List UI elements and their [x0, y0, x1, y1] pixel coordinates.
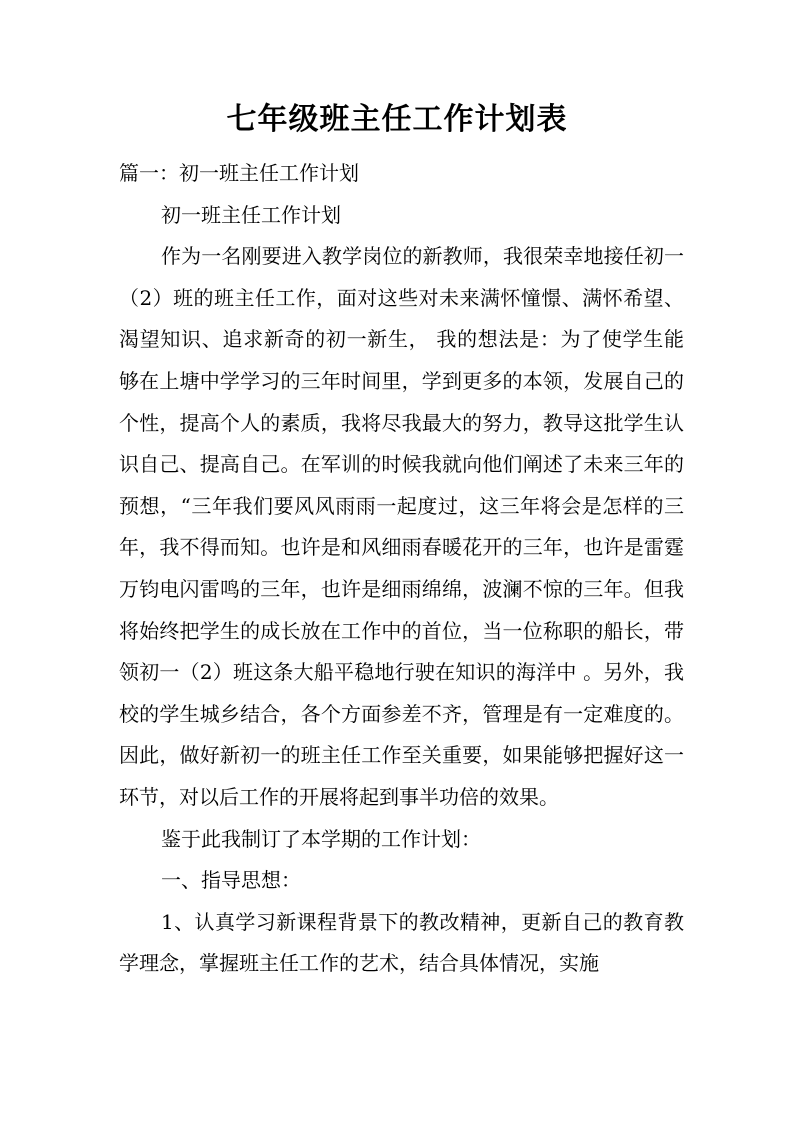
document-title: 七年级班主任工作计划表 — [226, 102, 568, 137]
numbered-heading: 一、指导思想： — [161, 868, 301, 893]
section-heading: 篇一：初一班主任工作计划 — [119, 161, 359, 185]
document-body — [119, 153, 684, 985]
body-paragraph: 鉴于此我制订了本学期的工作计划： — [161, 826, 481, 851]
section-subtitle: 初一班主任工作计划 — [161, 202, 341, 227]
body-paragraph: 作为一名刚要进入教学岗位的新教师，我很荣幸地接任初一（2）班的班主任工作，面对这些对未来满怀憧憬、满怀希望、渴望知识、追求新奇的初一新生， 我的想法是：为了使学生能够在上塘中学学习的三年时间里，学到更多的本领，发展自己的个性，提高个人的素质，我将尽我最大的努力，教导这批学生认识自己、提高自己。在军训的时候我就向他们阐述了未来三年的预想，“三年我们要风风雨雨一起度过，这三年将会是怎样的三年，我不得而知。也许是和风细雨春暖花开的三年，也许是雷霆万钧电闪雷鸣的三年，也许是细雨绵绵，波澜不惊的三年。但我将始终把学生的成长放在工作中的首位，当一位称职的船长，带领初一（2）班这条大船平稳地行驶在知识的海洋中 。另外，我校的学生城乡结合，各个方面参差不齐，管理是有一定难度的。因此，做好新初一的班主任工作至关重要，如果能够把握好这一环节，对以后工作的开展将起到事半功倍的效果。 — [119, 244, 684, 809]
body-paragraph: 1、认真学习新课程背景下的教改精神，更新自己的教育教学理念，掌握班主任工作的艺术，结合具体情况，实施 — [119, 909, 684, 976]
